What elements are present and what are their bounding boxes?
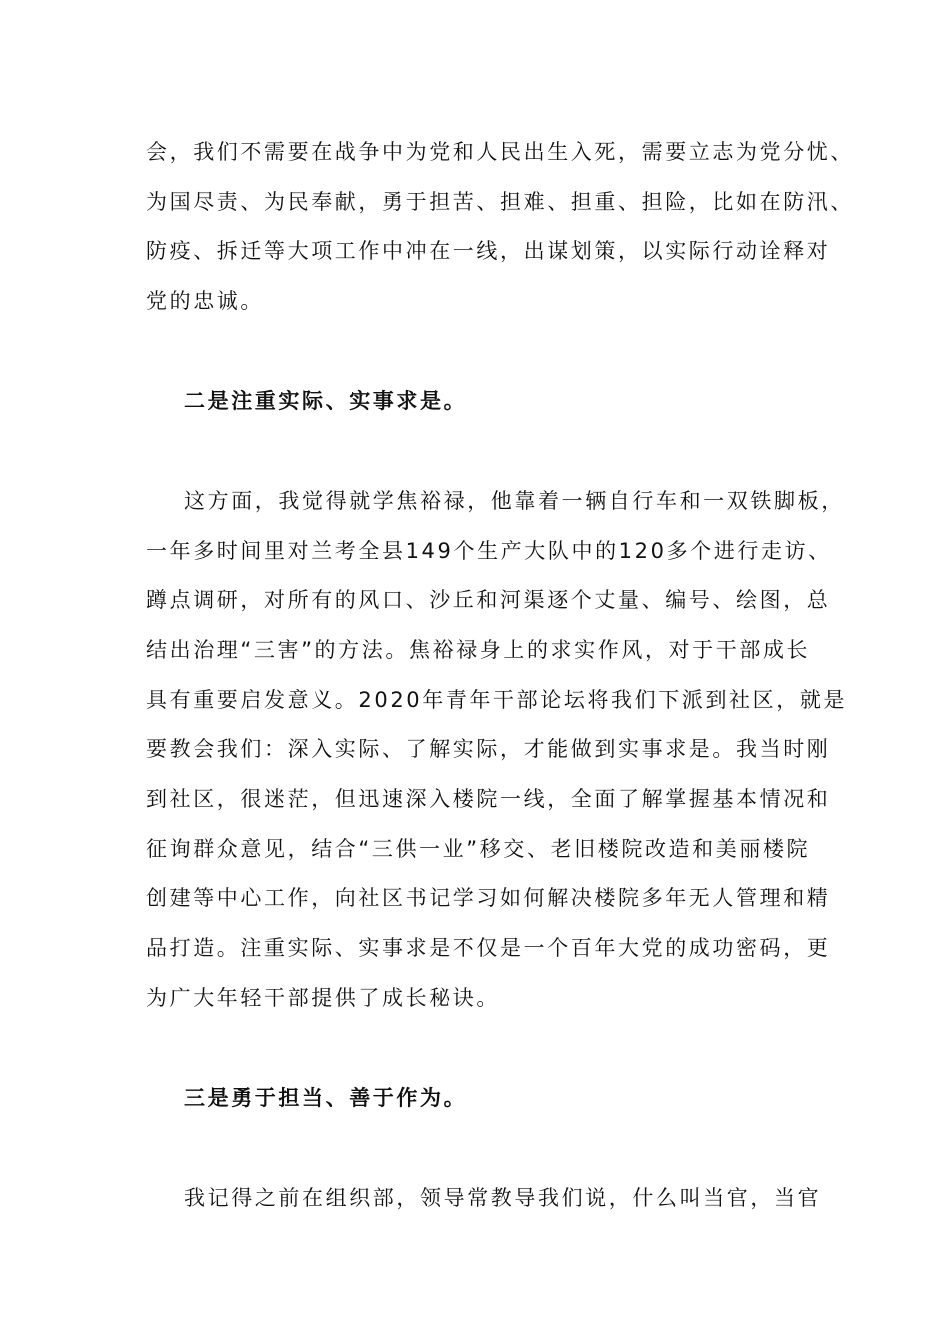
paragraph-2-line-10: 品打造。注重实际、实事求是不仅是一个百年大党的成功密码，更: [146, 936, 831, 960]
paragraph-2-line-8: 征询群众意见，结合“三供一业”移交、老旧楼院改造和美丽楼院: [146, 837, 811, 861]
paragraph-2-line-3: 蹲点调研，对所有的风口、沙丘和河渠逐个丈量、编号、绘图，总: [146, 588, 831, 612]
paragraph-2-line-6: 要教会我们：深入实际、了解实际，才能做到实事求是。我当时刚: [146, 737, 831, 761]
paragraph-1-line-4: 党的忠诚。: [146, 289, 264, 313]
paragraph-2-line-9: 创建等中心工作，向社区书记学习如何解决楼院多年无人管理和精: [146, 886, 831, 910]
section-heading-3: 三是勇于担当、善于作为。: [184, 1086, 468, 1110]
section-heading-2: 二是注重实际、实事求是。: [184, 389, 468, 413]
paragraph-1-line-3: 防疫、拆迁等大项工作中冲在一线，出谋划策，以实际行动诠释对: [146, 239, 831, 263]
paragraph-2-line-4: 结出治理“三害”的方法。焦裕禄身上的求实作风，对于干部成长: [146, 638, 811, 662]
paragraph-3-line-1: 我记得之前在组织部，领导常教导我们说，什么叫当官，当官: [184, 1186, 822, 1210]
paragraph-2-line-2: 一年多时间里对兰考全县149个生产大队中的120多个进行走访、: [146, 539, 832, 563]
paragraph-2-line-7: 到社区，很迷茫，但迅速深入楼院一线，全面了解掌握基本情况和: [146, 787, 831, 811]
paragraph-1-line-2: 为国尽责、为民奉献，勇于担苦、担难、担重、担险，比如在防汛、: [146, 190, 854, 214]
paragraph-2-line-1: 这方面，我觉得就学焦裕禄，他靠着一辆自行车和一双铁脚板，: [184, 489, 845, 513]
paragraph-2-line-11: 为广大年轻干部提供了成长秘诀。: [146, 986, 500, 1010]
paragraph-1-line-1: 会，我们不需要在战争中为党和人民出生入死，需要立志为党分忧、: [146, 140, 854, 164]
paragraph-2-line-5: 具有重要启发意义。2020年青年干部论坛将我们下派到社区，就是: [146, 688, 848, 712]
